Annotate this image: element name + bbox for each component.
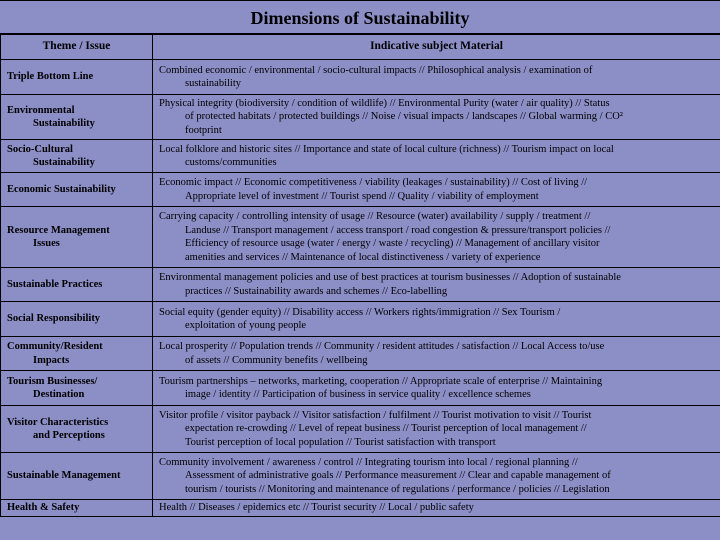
- material-text: Appropriate level of investment // Tourist spend // Quality / viability of employment: [185, 190, 539, 202]
- theme-text: Socio-Cultural: [7, 143, 73, 155]
- material-text: Physical integrity (biodiversity / condition of wildlife) // Environmental Purity (water / air quality) // Status: [159, 97, 610, 109]
- material-text: footprint: [185, 124, 222, 136]
- material-cell: [153, 371, 720, 406]
- table-row: [1, 268, 720, 302]
- theme-text: Tourism Businesses/: [7, 375, 98, 387]
- material-cell: [153, 95, 720, 140]
- table-row: [1, 60, 720, 95]
- theme-text: Destination: [33, 389, 85, 400]
- table-row: [1, 140, 720, 173]
- table-row: [1, 406, 720, 453]
- material-text: exploitation of young people: [185, 320, 307, 331]
- material-cell: [153, 453, 720, 500]
- material-text: Local folklore and historic sites // Importance and state of local culture (richness) // Tourism impact on local: [159, 143, 614, 155]
- theme-text: Visitor Characteristics: [7, 416, 109, 428]
- theme-text: Sustainability: [33, 157, 95, 168]
- material-text: of assets // Community benefits / wellbeing: [185, 354, 368, 366]
- material-cell: [153, 173, 720, 207]
- theme-cell: [1, 268, 153, 302]
- material-text: Social equity (gender equity) // Disability access // Workers rights/immigration // Sex Tourism /: [159, 306, 561, 318]
- theme-text: Issues: [33, 238, 60, 249]
- material-cell: [153, 302, 720, 337]
- material-text: of protected habitats / protected buildings // Noise / visual impacts / landscapes // Global warming / CO²: [185, 111, 623, 123]
- table-row: [1, 302, 720, 337]
- material-text: image / identity // Participation of business in service quality / excellence schemes: [185, 389, 531, 400]
- theme-cell: [1, 173, 153, 207]
- material-text: tourism / tourists // Monitoring and maintenance of regulations / performance / policies // Legislation: [185, 483, 610, 495]
- table-row: [1, 337, 720, 371]
- theme-text: Community/Resident: [7, 341, 103, 352]
- theme-text: Economic Sustainability: [7, 183, 116, 195]
- material-text: amenities and services // Maintenance of local distinctiveness / variety of experience: [185, 251, 541, 263]
- theme-cell: [1, 60, 153, 95]
- theme-text: and Perceptions: [33, 430, 105, 441]
- table-row: [1, 207, 720, 268]
- material-cell: [153, 60, 720, 95]
- material-text: Assessment of administrative goals // Performance measurement // Clear and capable management of: [185, 470, 611, 482]
- theme-text: Sustainable Practices: [7, 278, 103, 290]
- material-text: sustainability: [185, 78, 241, 89]
- material-text: Efficiency of resource usage (water / energy / waste / recycling) // Management of ancillary visitor: [185, 238, 600, 249]
- material-text: Carrying capacity / controlling intensity of usage // Resource (water) availability / supply / treatment //: [159, 211, 591, 222]
- material-text: Community involvement / awareness / control // Integrating tourism into local / regional planning //: [159, 456, 578, 468]
- theme-text: Resource Management: [7, 224, 110, 236]
- table-header-row: [1, 35, 720, 60]
- theme-cell: [1, 337, 153, 371]
- material-text: Environmental management policies and use of best practices at tourism businesses // Adoption of sustainable: [159, 272, 621, 283]
- column-header-material: Indicative subject Material: [153, 35, 720, 60]
- material-text: Health // Diseases / epidemics etc // Tourist security // Local / public safety: [159, 502, 474, 514]
- material-text: expectation re-crowding // Level of repeat business // Tourist perception of local management //: [185, 423, 587, 435]
- theme-cell: [1, 406, 153, 453]
- material-text: Landuse // Transport management / access transport / road congestion & pressure/transport policies //: [185, 224, 611, 236]
- material-text: Tourist perception of local population // Tourist satisfaction with transport: [185, 436, 496, 448]
- material-text: Combined economic / environmental / socio-cultural impacts // Philosophical analysis / examination of: [159, 64, 593, 76]
- sustainability-table: [0, 34, 720, 517]
- table-row: [1, 453, 720, 500]
- material-text: customs/communities: [185, 157, 277, 168]
- theme-cell: [1, 302, 153, 337]
- material-text: Visitor profile / visitor payback // Visitor satisfaction / fulfilment // Tourist motivation to visit // Tourist: [159, 409, 592, 421]
- theme-cell: [1, 140, 153, 173]
- theme-cell: [1, 371, 153, 406]
- material-text: Economic impact // Economic competitiveness / viability (leakages / sustainability) // Cost of living //: [159, 177, 588, 188]
- table-row: [1, 500, 720, 517]
- material-cell: [153, 406, 720, 453]
- material-text: Local prosperity // Population trends // Community / resident attitudes / satisfaction // Local Access to/use: [159, 341, 605, 352]
- theme-cell: [1, 453, 153, 500]
- material-cell: [153, 207, 720, 268]
- theme-text: Sustainability: [33, 118, 95, 129]
- table-row: [1, 371, 720, 406]
- column-header-theme: Theme / Issue: [1, 35, 153, 60]
- table-row: [1, 95, 720, 140]
- page-title: Dimensions of Sustainability: [0, 0, 720, 34]
- material-text: practices // Sustainability awards and schemes // Eco-labelling: [185, 285, 448, 297]
- theme-text: Environmental: [7, 104, 75, 116]
- theme-text: Health & Safety: [7, 502, 80, 514]
- theme-text: Social Responsibility: [7, 313, 101, 325]
- theme-cell: [1, 95, 153, 140]
- material-cell: [153, 500, 720, 517]
- theme-cell: [1, 500, 153, 517]
- theme-text: Impacts: [33, 354, 70, 366]
- material-text: Tourism partnerships – networks, marketing, cooperation // Appropriate scale of enterprise // Maintaining: [159, 375, 603, 387]
- material-cell: [153, 140, 720, 173]
- theme-text: Sustainable Management: [7, 470, 121, 482]
- theme-cell: [1, 207, 153, 268]
- theme-text: Triple Bottom Line: [7, 71, 94, 83]
- material-cell: [153, 337, 720, 371]
- material-cell: [153, 268, 720, 302]
- table-row: [1, 173, 720, 207]
